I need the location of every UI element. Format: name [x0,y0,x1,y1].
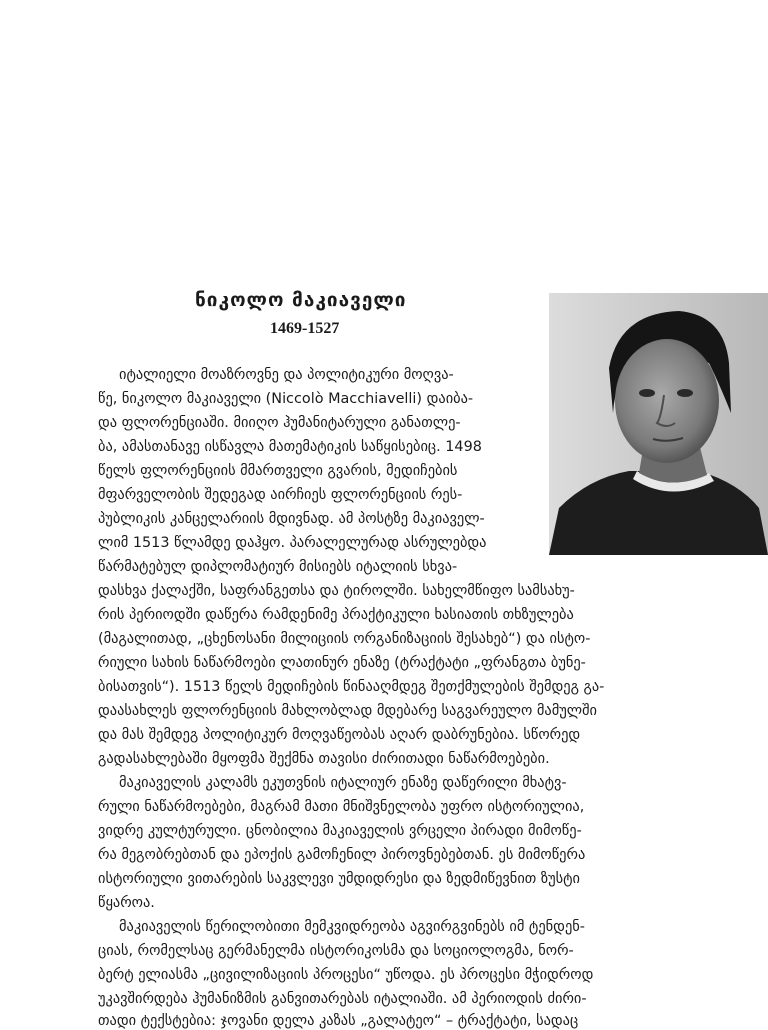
text-line: და ფლორენციაში. მიიღო ჰუმანიტარული განათლე- [98,415,461,431]
text-line: რის პერიოდში დაწერა რამდენიმე პრაქტიკული ხასიათის თხზულება [98,607,574,623]
text-line: მაკიაველის კალამს ეკუთვნის იტალიურ ენაზე დაწერილი მხატვ- [119,775,567,791]
text-line: ვიდრე კულტურული. ცნობილია მაკიაველის ვრცელი პირადი მიმოწე- [98,823,582,839]
text-line: გადასახლებაში მყოფმა შექმნა თავისი ძირითადი ნაწარმოებები. [98,751,550,767]
portrait-image [549,293,768,555]
text-line: პუბლიკის კანცელარიის მდივნად. ამ პოსტზე მაკიაველ- [98,511,485,527]
text-line: ბა, ამასთანავე ისწავლა მათემატიკის საწყისებიც. 1498 [98,439,482,455]
text-line: (მაგალითად, „ცხენოსანი მილიციის ორგანიზაციის შესახებ“) და ისტო- [98,631,591,647]
text-line: წყაროა. [98,895,155,911]
text-line: იტალიელი მოაზროვნე და პოლიტიკური მოღვა- [119,367,454,383]
text-line: და მას შემდეგ პოლიტიკურ მოღვაწეობას აღარ დაბრუნებია. სწორედ [98,727,581,743]
text-line: დაასახლეს ფლორენციის მახლობლად მდებარე საგვარეულო მამულში [98,703,597,719]
article-title: ნიკოლო მაკიაველი [195,289,407,311]
portrait-illustration [549,293,768,555]
text-line: ბერტ ელიასმა „ცივილიზაციის პროცესი“ უწოდა. ეს პროცესი მჭიდროდ [98,967,594,983]
text-line: ბისათვის“). 1513 წელს მედიჩების წინააღმდეგ შეთქმულების შემდეგ გა- [98,679,605,695]
text-line: რული ნაწარმოებები, მაგრამ მათი მნიშვნელობა უფრო ისტორიულია, [98,799,585,815]
text-line: რა მეგობრებთან და ეპოქის გამოჩენილ პიროვნებებთან. ეს მიმოწერა [98,847,586,863]
text-line: ლიმ 1513 წლამდე დაჰყო. პარალელურად ასრულებდა [98,535,487,551]
text-line: მაკიაველის წერილობითი მემკვიდრეობა აგვირგვინებს იმ ტენდენ- [119,919,585,935]
text-line: დასხვა ქალაქში, საფრანგეთსა და ტიროლში. სახელმწიფო სამსახუ- [98,583,575,599]
text-line: რიული სახის ნაწარმოები ლათინურ ენაზე (ტრაქტატი „ფრანგთა ბუნე- [98,655,586,671]
text-line: თადი ტექსტებია: ჯოვანი დელა კაზას „გალატეო“ – ტრაქტატი, სადაც [98,1013,579,1029]
text-line: ისტორიული ვითარების საკვლევი უმდიდრესი და ზედმიწევნით ზუსტი [98,871,580,887]
text-line: ციას, რომელსაც გერმანელმა ისტორიკოსმა და სოციოლოგმა, ნორ- [98,943,574,959]
text-line: წარმატებულ დიპლომატიურ მისიებს იტალიის სხვა- [98,559,458,575]
article-years: 1469-1527 [270,320,340,337]
text-line: წელს ფლორენციის მმართველი გვარის, მედიჩების [98,463,458,479]
text-line: წე, ნიკოლო მაკიაველი (Niccolò Macchiavelli) დაიბა- [98,391,474,407]
text-line: უკავშირდება ჰუმანიზმის განვითარებას იტალიაში. ამ პერიოდის ძირი- [98,991,587,1007]
text-line: მფარველობის შედეგად აირჩიეს ფლორენციის რეს- [98,487,463,503]
